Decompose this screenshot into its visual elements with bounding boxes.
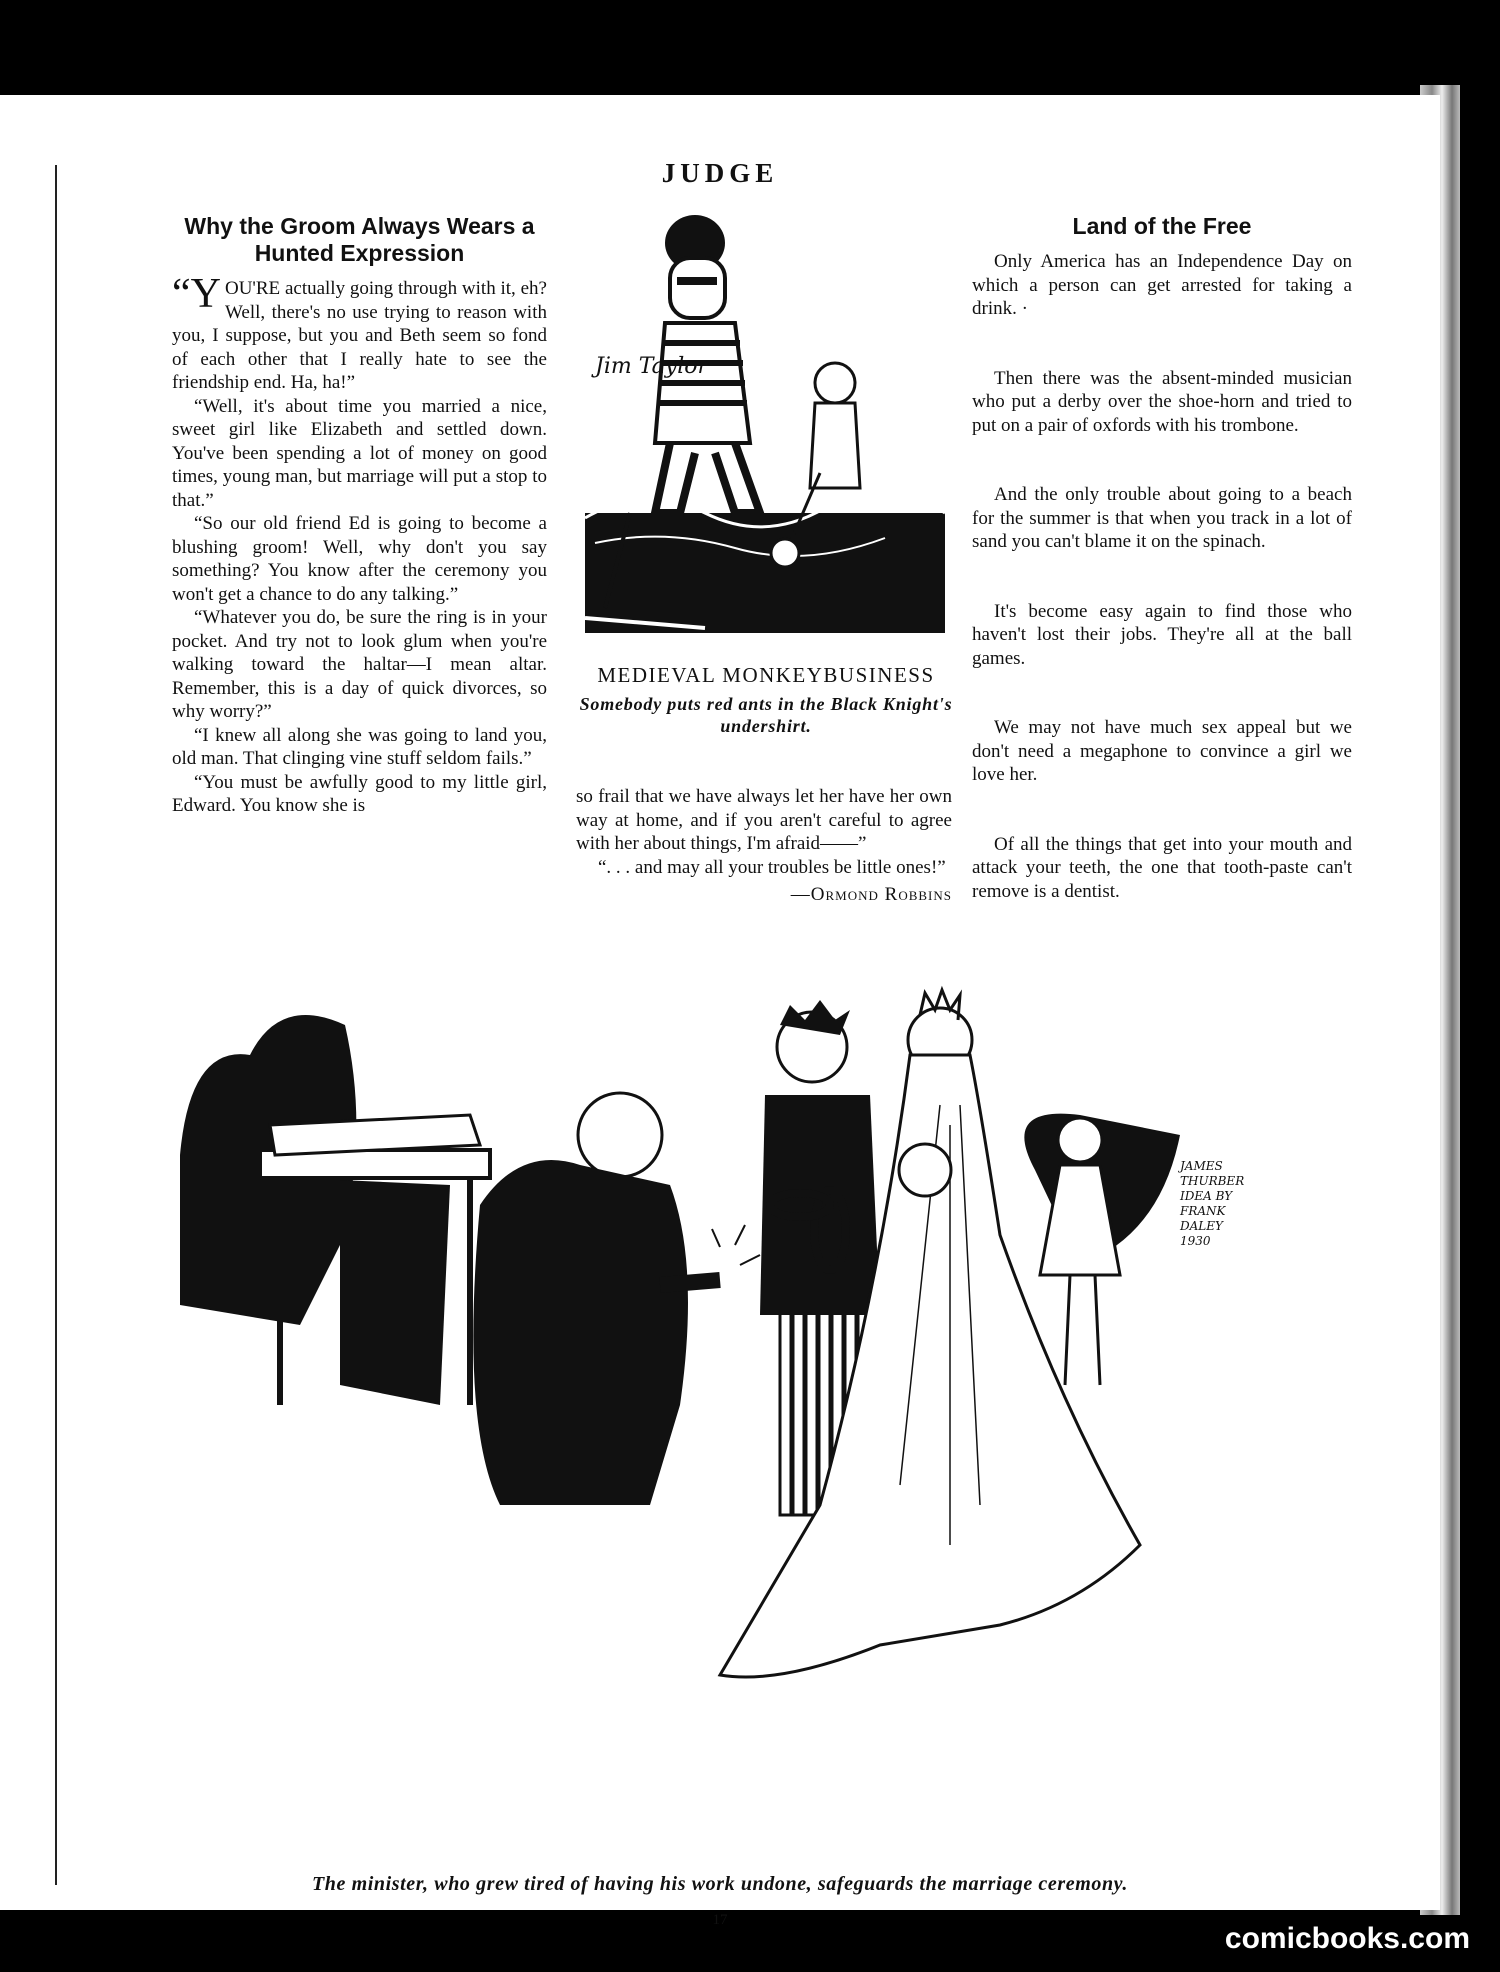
left-paragraph: “Whatever you do, be sure the ring is in your pocket. And try not to look glum when you're walking toward the haltar—I mean altar. Remember, this is a day of quick divorces, so why worry?”: [172, 607, 547, 722]
right-article-title: Land of the Free: [1072, 213, 1252, 239]
joke-item: It's become easy again to find those who haven't lost their jobs. They're all at the ball games.: [972, 600, 1352, 669]
left-article-title: Why the Groom Always Wears a Hunted Expression: [184, 213, 535, 266]
svg-text:THURBER: THURBER: [1180, 1174, 1245, 1188]
left-paragraph: “I knew all along she was going to land you, old man. That clinging vine stuff seldom fails.”: [172, 724, 547, 769]
cartoon-ground: [585, 513, 945, 633]
left-paragraph: “Well, it's about time you married a nice, sweet girl like Elizabeth and settled down. You've been spending a lot of money on good times, young man, but marriage will put a stop to that.”: [172, 395, 547, 511]
flower-girl-head: [1058, 1118, 1102, 1162]
cartoon-title: MEDIEVAL MONKEYBUSINESS: [597, 663, 935, 687]
left-paragraph: “You must be awfully good to my little girl, Edward. You know she is: [172, 771, 547, 816]
helmet-shape: [670, 258, 725, 318]
drop-cap: “Y: [172, 271, 221, 317]
left-paragraph: “So our old friend Ed is going to become a blushing groom! Well, why don't you say something? You know after the ceremony you won't get a chance to do any talking.”: [172, 513, 547, 605]
middle-paragraph: “. . . and may all your troubles be little ones!”: [598, 856, 946, 878]
lady-head: [815, 363, 855, 403]
artist-signature: [1177, 1159, 1244, 1248]
middle-paragraph: so frail that we have always let her have her own way at home, and if you aren't careful to agree with her about things, I'm afraid——”: [576, 786, 952, 854]
page-number: 17: [712, 1912, 728, 1928]
svg-text:DALEY: DALEY: [1180, 1219, 1223, 1233]
bouquet: [899, 1144, 951, 1196]
left-article: [172, 213, 547, 818]
svg-text:1930: 1930: [1180, 1234, 1211, 1248]
binding-line: [55, 165, 57, 1885]
masthead: JUDGE: [661, 158, 779, 188]
middle-continued-text: [576, 785, 952, 907]
wedding-cartoon-caption: The minister, who grew tired of having his work undone, safeguards the marriage ceremony.: [311, 1873, 1129, 1895]
byline: —Ormond Robbins: [790, 884, 952, 905]
lectern-body: [340, 1180, 450, 1405]
svg-text:JAMES: JAMES: [1180, 1159, 1223, 1173]
magazine-page: [0, 95, 1440, 1928]
joke-item: We may not have much sex appeal but we don't need a megaphone to convince a girl we love her.: [972, 717, 1352, 785]
svg-text:IDEA BY: IDEA BY: [1180, 1189, 1233, 1203]
first-word: OU'RE: [224, 278, 281, 299]
knight-cartoon: [585, 213, 945, 653]
mace-head: [771, 539, 799, 567]
cartoon-caption: Somebody puts red ants in the Black Knight's undershirt.: [579, 694, 953, 736]
wedding-cartoon: [180, 985, 1340, 1865]
svg-text:FRANK: FRANK: [1180, 1204, 1226, 1218]
minister-head: [578, 1093, 662, 1177]
watermark: comicbooks.com: [1224, 1922, 1470, 1955]
first-paragraph-rest: actually going through with it, eh? Well, there's no use trying to reason with you, I suppose, but you and Beth seem so fond of each other that I really hate to see the friendship end. Ha, ha!”: [172, 278, 547, 393]
right-article: [972, 213, 1352, 949]
joke-item: Only America has an Independence Day on which a person can get arrested for taking a drink. ·: [972, 251, 1352, 319]
joke-item: And the only trouble about going to a beach for the summer is that when you track in a lot of sand you can't blame it on the spinach.: [972, 484, 1352, 552]
minister-body: [473, 1160, 688, 1505]
cartoon-signature: Jim Taylor: [595, 354, 709, 379]
joke-item: Of all the things that get into your mouth and attack your teeth, the one that tooth-paste can't remove is a dentist.: [972, 833, 1352, 902]
joke-item: Then there was the absent-minded musician who put a derby over the shoe-horn and tried to put on a pair of oxfords with his trombone.: [972, 367, 1352, 436]
left-article-first-paragraph: [172, 271, 547, 395]
